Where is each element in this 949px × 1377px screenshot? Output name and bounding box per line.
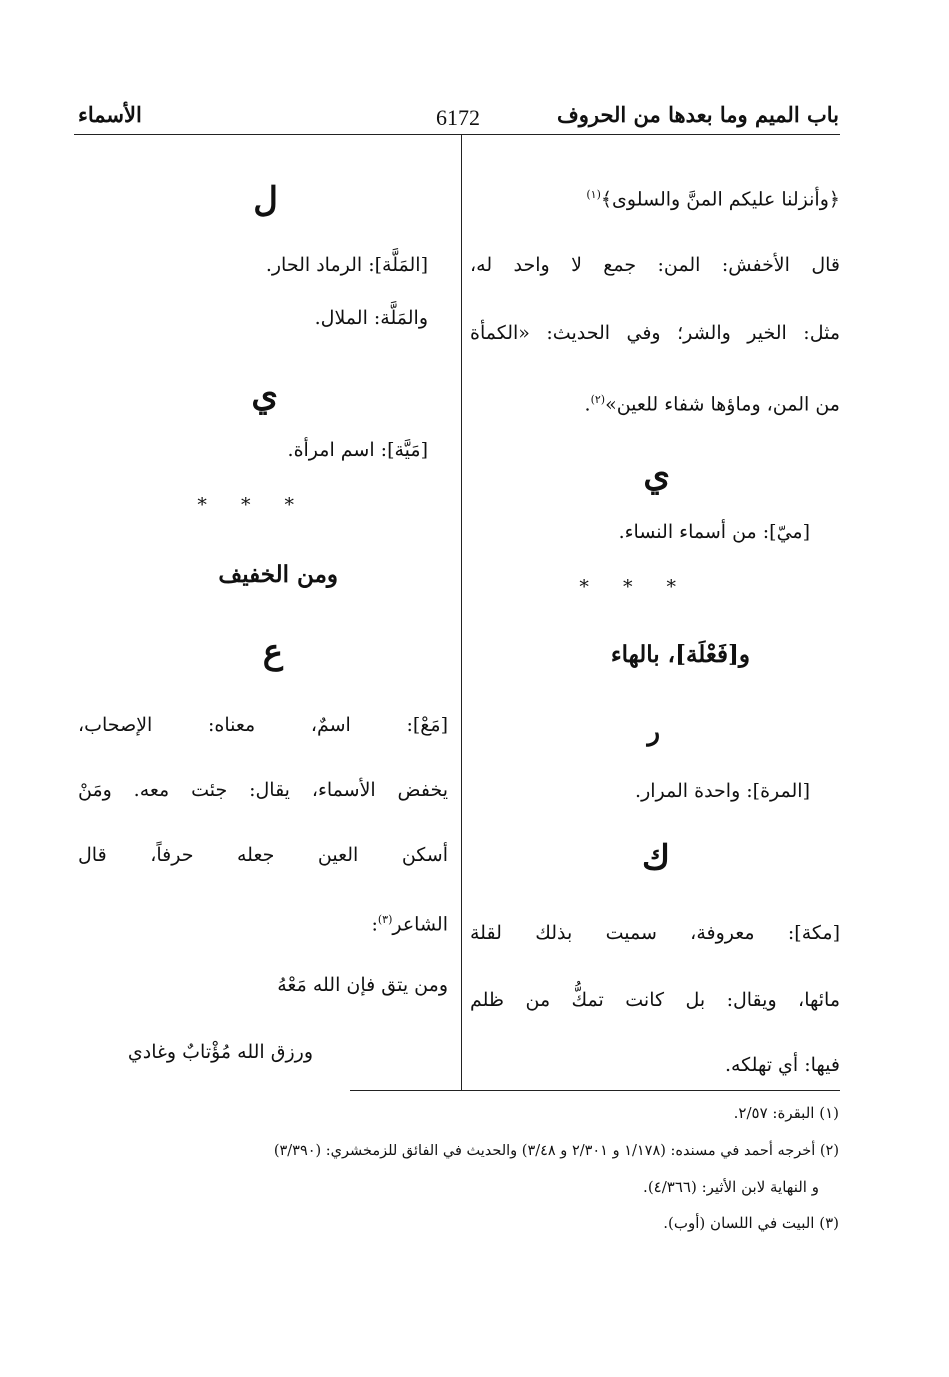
footnote-1: (١) البقرة: ٢/٥٧. [733,1104,839,1122]
footnote-ref: (١) [586,188,601,201]
text-line: مثل: الخير والشر؛ وفي الحديث: «الكمأة [470,322,840,344]
footnote-ref: (٢) [590,393,606,406]
poetry-hemistich-2: ورزق الله مُؤْتابٌ وغادي [127,1041,313,1063]
letter-heading: ك [641,838,670,878]
footnote-2-continued: و النهاية لابن الأثير: (٤/٣٦٦). [643,1178,819,1196]
text-line: يخفض الأسماء، يقال: جئت معه. ومَنْ [78,779,448,801]
text-line: فيها: أي تهلكه. [724,1054,840,1076]
letter-heading: ر [647,717,660,747]
header-rule [74,134,840,135]
text-line: قال الأخفش: المن: جمع لا واحد له، [470,254,840,276]
footnote-ref: (٣) [377,913,393,926]
letter-heading: ي [643,455,670,495]
footnote-2: (٢) أخرجه أحمد في مسنده: (١/١٧٨ و ٢/٣٠١ و ٣/٤٨) والحديث في الفائق للزمخشري: (٣/٣٩٠) [273,1143,839,1159]
entry-mayy: [ميّ]: من أسماء النساء. [618,521,810,543]
section-heading: و[فَعْلَة]، بالهاء [610,641,750,668]
separator-stars: * * * [197,494,308,516]
text-line: من المن، وماؤها شفاء للعين»$^{(٢)}$. [584,393,840,416]
quran-verse: ﴿وأنزلنا عليكم المنَّ والسلوى﴾$^{(١)}$ [586,188,840,211]
entry-marra: [المرة]: واحدة المرار. [635,780,810,802]
separator-stars: * * * [579,576,690,598]
entry-maa: [مَعْ]: اسمٌ، معناه: الإصحاب، [78,714,448,736]
entry-makka: [مكة]: معروفة، سميت بذلك لقلة [470,922,840,944]
footnote-rule [350,1090,840,1091]
section-heading: ومن الخفيف [218,561,338,588]
text-line: والمَلَّة: الملال. [314,307,428,329]
column-divider [461,135,462,1091]
text-line: الشاعر$^{(٣)}$: [371,913,448,936]
running-head-chapter: باب الميم وما بعدها من الحروف [556,102,839,127]
entry-mayya: [مَيَّة]: اسم امرأة. [287,439,428,461]
text-line: مائها، ويقال: بل كانت تمكُّ من ظلم [470,989,840,1011]
footnote-3: (٣) البيت في اللسان (أوب). [663,1214,839,1232]
letter-heading: ي [251,375,278,415]
text-line: أسكن العين جعله حرفاً، قال [78,844,448,866]
letter-heading: ع [262,632,283,672]
letter-heading: ل [253,180,278,220]
running-head-section: الأسماء [78,102,142,127]
page-number: 6172 [436,105,480,130]
entry-malla: [المَلَّة]: الرماد الحار. [265,254,428,276]
poetry-hemistich-1: ومن يتق فإن الله مَعْهُ [277,974,448,996]
